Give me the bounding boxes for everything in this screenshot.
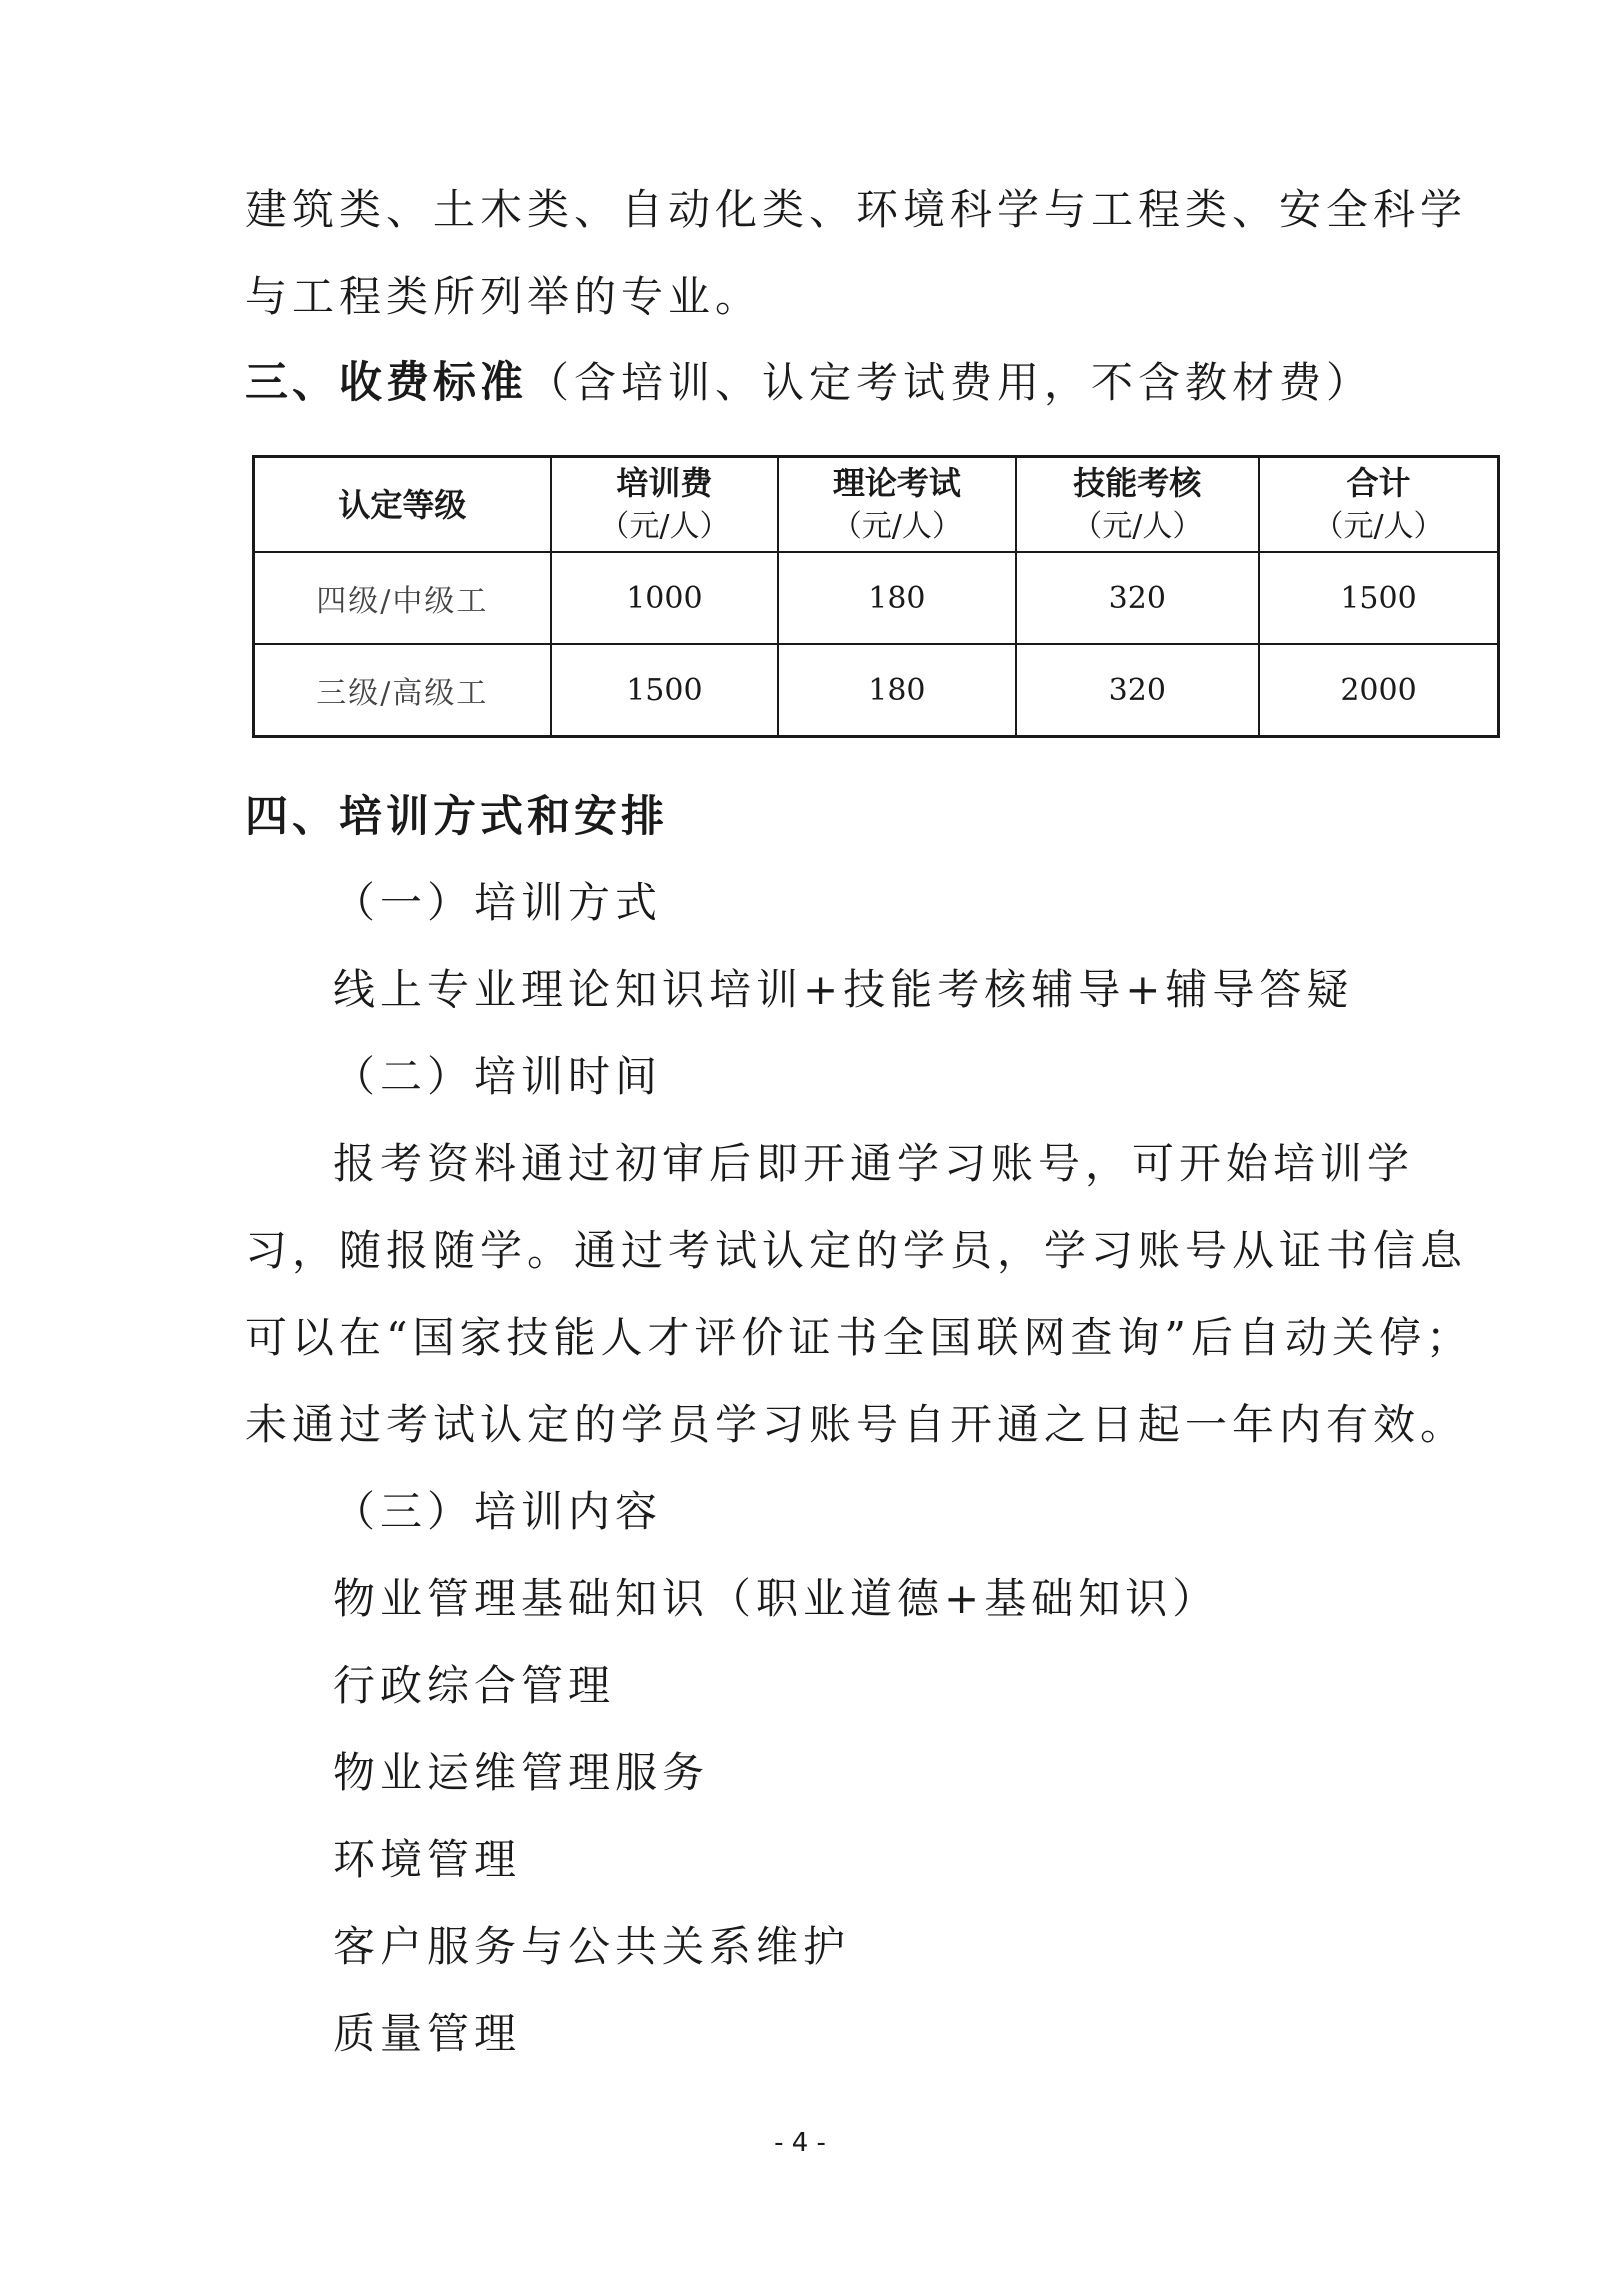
cell-skill-assessment: 320 (1016, 552, 1259, 644)
table-row (254, 552, 1499, 644)
cell-total: 2000 (1259, 644, 1498, 737)
page-number: - 4 - (774, 2128, 826, 2158)
subsection-1-title: （一）培训方式 (333, 878, 663, 927)
header-skill-assessment: 技能考核 （元/人） (1016, 457, 1259, 553)
table-row (254, 644, 1499, 737)
cell-theory-exam: 180 (778, 644, 1015, 737)
subsection-2-line-3: 可以在“国家技能人才评价证书全国联网查询”后自动关停； (245, 1313, 1473, 1362)
cell-theory-exam: 180 (778, 552, 1015, 644)
body-line-1: 建筑类、土木类、自动化类、环境科学与工程类、安全科学 (245, 185, 1468, 234)
section-3-note: （含培训、认定考试费用，不含教材费） (527, 358, 1374, 407)
header-theory-exam: 理论考试 （元/人） (778, 457, 1015, 553)
body-line-2: 与工程类所列举的专业。 (245, 272, 763, 321)
list-item: 客户服务与公共关系维护 (333, 1922, 851, 1971)
subsection-2-line-2: 习，随报随学。通过考试认定的学员，学习账号从证书信息 (245, 1226, 1468, 1275)
fee-table-header-row (254, 457, 1499, 553)
subsection-1-text: 线上专业理论知识培训+技能考核辅导+辅导答疑 (333, 965, 1354, 1014)
list-item: 行政综合管理 (333, 1661, 616, 1710)
section-4-heading: 四、培训方式和安排 (245, 792, 668, 842)
header-training-fee: 培训费 （元/人） (551, 457, 779, 553)
section-3-title: 三、收费标准 (245, 358, 527, 408)
subsection-2-title: （二）培训时间 (333, 1052, 663, 1101)
subsection-2-line-1: 报考资料通过初审后即开通学习账号，可开始培训学 (333, 1139, 1415, 1188)
header-level: 认定等级 (254, 457, 551, 553)
list-item: 质量管理 (333, 2009, 522, 2058)
cell-level: 四级/中级工 (254, 552, 551, 644)
list-item: 物业运维管理服务 (333, 1748, 710, 1797)
subsection-3-title: （三）培训内容 (333, 1487, 663, 1536)
list-item: 环境管理 (333, 1835, 522, 1884)
list-item: 物业管理基础知识（职业道德+基础知识） (333, 1574, 1220, 1623)
cell-total: 1500 (1259, 552, 1498, 644)
section-3-heading (245, 353, 1373, 413)
cell-training-fee: 1000 (551, 552, 779, 644)
cell-level: 三级/高级工 (254, 644, 551, 737)
cell-skill-assessment: 320 (1016, 644, 1259, 737)
header-total: 合计 （元/人） (1259, 457, 1498, 553)
subsection-2-line-4: 未通过考试认定的学员学习账号自开通之日起一年内有效。 (245, 1400, 1468, 1449)
cell-training-fee: 1500 (551, 644, 779, 737)
fee-table (252, 455, 1500, 738)
